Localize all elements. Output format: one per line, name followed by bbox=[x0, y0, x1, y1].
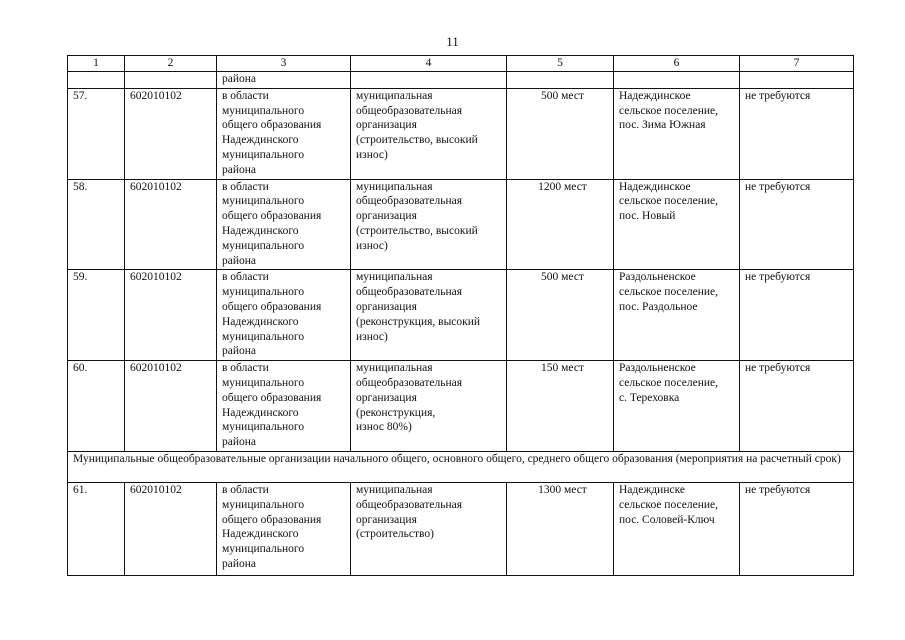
table-row bbox=[68, 88, 854, 179]
cell-capacity: 500 мест bbox=[507, 88, 614, 179]
cell-capacity: 500 мест bbox=[507, 270, 614, 361]
cell-area: в области муниципального общего образования Надеждинского муниципального района bbox=[217, 179, 351, 270]
column-header: 7 bbox=[740, 56, 854, 72]
column-header: 2 bbox=[125, 56, 217, 72]
page-number: 11 bbox=[446, 34, 459, 49]
column-header: 6 bbox=[614, 56, 740, 72]
cell-area: района bbox=[217, 72, 351, 89]
column-header: 5 bbox=[507, 56, 614, 72]
cell-object: муниципальная общеобразовательная организация (строительство) bbox=[351, 482, 507, 575]
cell-location: Раздольненское сельское поселение, пос. Раздольное bbox=[614, 270, 740, 361]
cell-num: 57. bbox=[68, 88, 125, 179]
cell-location: Надеждинске сельское поселение, пос. Соловей-Ключ bbox=[614, 482, 740, 575]
table-row bbox=[68, 361, 854, 452]
cell-area: в области муниципального общего образования Надеждинского муниципального района bbox=[217, 482, 351, 575]
cell-code: 602010102 bbox=[125, 270, 217, 361]
cell-zones: не требуются bbox=[740, 361, 854, 452]
cell-location bbox=[614, 72, 740, 89]
cell-code bbox=[125, 72, 217, 89]
cell-num: 59. bbox=[68, 270, 125, 361]
cell-num bbox=[68, 72, 125, 89]
cell-num: 58. bbox=[68, 179, 125, 270]
cell-capacity: 1300 мест bbox=[507, 482, 614, 575]
cell-zones bbox=[740, 72, 854, 89]
cell-code: 602010102 bbox=[125, 88, 217, 179]
header-row bbox=[68, 56, 854, 72]
cell-object: муниципальная общеобразовательная организация (реконструкция, износ 80%) bbox=[351, 361, 507, 452]
cell-zones: не требуются bbox=[740, 482, 854, 575]
cell-zones: не требуются bbox=[740, 270, 854, 361]
cell-code: 602010102 bbox=[125, 361, 217, 452]
cell-area: в области муниципального общего образования Надеждинского муниципального района bbox=[217, 88, 351, 179]
cell-code: 602010102 bbox=[125, 179, 217, 270]
cell-zones: не требуются bbox=[740, 88, 854, 179]
section-row bbox=[68, 451, 854, 482]
planning-table bbox=[67, 55, 854, 576]
cell-object: муниципальная общеобразовательная организация (строительство, высокий износ) bbox=[351, 88, 507, 179]
table-row bbox=[68, 482, 854, 575]
cell-object: муниципальная общеобразовательная организация (строительство, высокий износ) bbox=[351, 179, 507, 270]
cell-area: в области муниципального общего образования Надеждинского муниципального района bbox=[217, 361, 351, 452]
column-header: 4 bbox=[351, 56, 507, 72]
cell-code: 602010102 bbox=[125, 482, 217, 575]
cell-num: 61. bbox=[68, 482, 125, 575]
continuation-row bbox=[68, 72, 854, 89]
cell-location: Надеждинское сельское поселение, пос. Новый bbox=[614, 179, 740, 270]
cell-num: 60. bbox=[68, 361, 125, 452]
cell-location: Раздольненское сельское поселение, с. Тереховка bbox=[614, 361, 740, 452]
table-row bbox=[68, 179, 854, 270]
cell-capacity bbox=[507, 72, 614, 89]
cell-capacity: 150 мест bbox=[507, 361, 614, 452]
cell-area: в области муниципального общего образования Надеждинского муниципального района bbox=[217, 270, 351, 361]
table-row bbox=[68, 270, 854, 361]
section-title: Муниципальные общеобразовательные организации начального общего, основного общего, среднего общего образования (мероприятия на расчетный срок) bbox=[68, 451, 854, 482]
cell-object bbox=[351, 72, 507, 89]
cell-zones: не требуются bbox=[740, 179, 854, 270]
column-header: 3 bbox=[217, 56, 351, 72]
cell-location: Надеждинское сельское поселение, пос. Зима Южная bbox=[614, 88, 740, 179]
cell-capacity: 1200 мест bbox=[507, 179, 614, 270]
cell-object: муниципальная общеобразовательная организация (реконструкция, высокий износ) bbox=[351, 270, 507, 361]
column-header: 1 bbox=[68, 56, 125, 72]
